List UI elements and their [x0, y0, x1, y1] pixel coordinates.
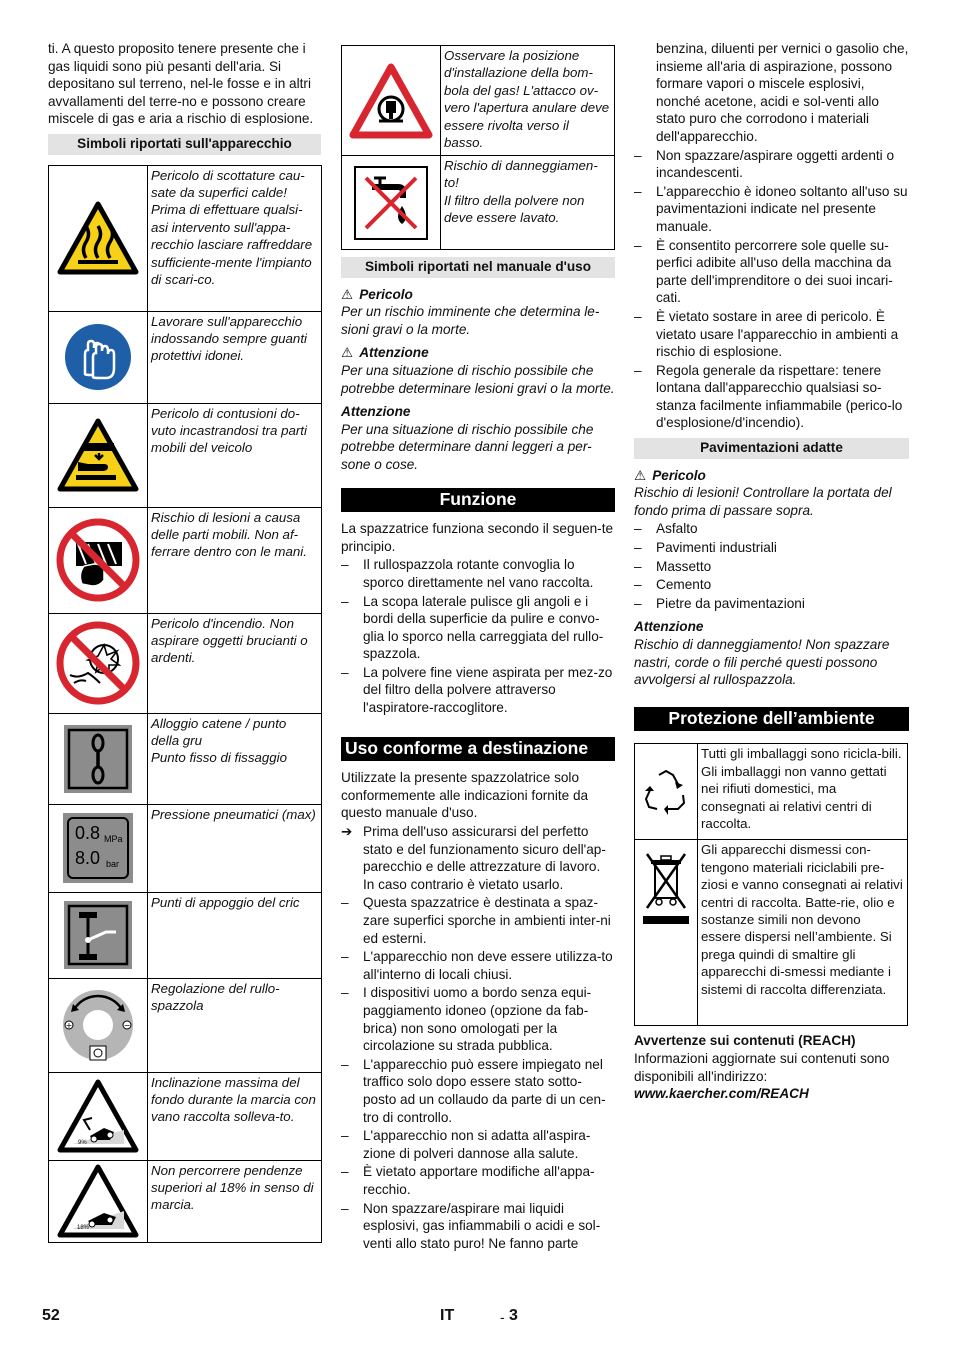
danger-label: Pericolo	[359, 286, 413, 302]
intro-text: ti. A questo proposito tenere presente che i gas liquidi sono più pesanti dell'aria. Si depositano sul terreno, nel-le fosse e in altri avvallamenti del terre-no e possono creare miscele di gas e aria a rischio di esplosione.	[48, 41, 314, 127]
symbol-text: Lavorare sull'apparecchio indossando sempre guanti protettivi idonei.	[148, 311, 322, 403]
list-item: – L'apparecchio è idoneo soltanto all'uso su pavimentazioni indicate nel presente manuale.	[634, 183, 909, 236]
pressure-bar-unit: bar	[106, 859, 120, 870]
hot-surface-warning-icon	[49, 165, 148, 311]
reach-text: Informazioni aggiornate sui contenuti sono disponibili all'indirizzo:	[634, 1050, 890, 1084]
list-item: – È consentito percorrere sole quelle su-perfici adibite all'uso della macchina da parte dell'imprenditore o dei suoi incari-cati.	[634, 237, 909, 307]
symbol-text: Osservare la posizione d'installazione della bom-bola del gas! L'attacco ov-vero l'apertura anulare deve essere rivolta verso il basso.	[441, 46, 615, 156]
symbols-manual-heading: Simboli riportati nel manuale d'uso	[341, 257, 615, 278]
function-list	[341, 556, 615, 716]
jack-point-icon	[49, 892, 148, 978]
symbol-text: Pressione pneumatici (max)	[148, 804, 322, 892]
danger-text: Per un rischio imminente che determina le-sioni gravi o la morte.	[341, 304, 600, 337]
symbol-text: Pericolo di scottature cau-sate da superfici calde! Prima di effettuare qualsi-asi intervento sull'appa-recchio lasciare raffreddare sufficiente-mente l'impianto di scari-co.	[148, 165, 322, 311]
list-item: – Pietre da pavimentazioni	[634, 595, 909, 613]
floors-danger-text: Rischio di lesioni! Controllare la portata del fondo prima di passare sopra.	[634, 485, 892, 518]
list-item: – Asfalto	[634, 520, 909, 538]
pressure-mpa-unit: MPa	[104, 834, 123, 845]
intended-use-heading: Uso conforme a destinazione	[341, 737, 615, 762]
crush-hazard-icon	[49, 403, 148, 507]
pressure-bar-value: 8.0	[75, 848, 101, 869]
svg-text:−: −	[123, 1021, 131, 1031]
warning-label-row	[341, 344, 615, 362]
roller-adjust-icon	[49, 978, 148, 1072]
device-symbols-table-continued	[341, 45, 615, 250]
list-item: – Non spazzare/aspirare oggetti ardenti o incandescenti.	[634, 147, 909, 182]
list-item: – Non spazzare/aspirare mai liquidi esplosivi, gas infiammabili o acidi e sol-venti allo stato puro! Ne fanno parte	[341, 1200, 615, 1253]
function-intro: La spazzatrice funziona secondo il seguen-te principio.	[341, 521, 614, 554]
arrow-instruction: ➔ Prima dell'uso assicurarsi del perfetto stato e del funzionamento sicuro dell'ap-parecchio e delle attrezzature di lavoro. In caso contrario è vietato usarlo.	[341, 823, 615, 893]
column-1	[48, 40, 321, 1243]
tire-pressure-icon	[49, 804, 148, 892]
environment-heading: Protezione dell’ambiente	[634, 707, 909, 732]
symbol-text: Inclinazione massima del fondo durante la marcia con vano raccolta solleva-to.	[148, 1072, 322, 1160]
symbol-text: Rischio di lesioni a causa delle parti mobili. Non af-ferrare dentro con le mani.	[148, 507, 322, 613]
floors-caution-text: Rischio di danneggiamento! Non spazzare nastri, corde o fili perché questi possono avvolgersi al rullospazzola.	[634, 637, 890, 688]
footer-separator: -	[500, 1309, 505, 1325]
list-item: – I dispositivi uomo a bordo senza equi-paggiamento idoneo (opzione da fab-brica) non sono omologati per la circolazione su strada pubblica.	[341, 984, 615, 1054]
safety-list	[634, 147, 909, 433]
warning-label: Attenzione	[359, 345, 429, 361]
symbols-device-heading: Simboli riportati sull'apparecchio	[48, 134, 321, 155]
device-symbols-table	[48, 165, 322, 1243]
warning-text: Per una situazione di rischio possibile che potrebbe determinare lesioni gravi o la morte.	[341, 362, 615, 396]
chain-anchor-icon	[49, 713, 148, 804]
no-water-filter-icon	[342, 156, 441, 250]
recycling-text: Tutti gli imballaggi sono ricicla-bili. Gli imballaggi non vanno gettati nei rifiuti domestici, ma consegnati ai relativi centri di raccolta.	[698, 744, 908, 840]
slope-18-icon	[49, 1160, 148, 1242]
list-item: – L'apparecchio non deve essere utilizza-to all'interno di locali chiusi.	[341, 948, 615, 983]
list-item: – Massetto	[634, 558, 909, 576]
floors-caution-label: Attenzione	[634, 619, 704, 635]
warning-triangle-icon: ⚠	[341, 286, 354, 302]
floors-danger-row	[634, 467, 909, 485]
floors-danger-label: Pericolo	[652, 467, 706, 483]
gas-cylinder-warning-icon	[342, 46, 441, 156]
environment-table	[634, 743, 908, 1026]
language-code: IT	[440, 1307, 455, 1324]
list-item: – La polvere fine viene aspirata per mez-zo del filtro della polvere attraverso l'aspiratore-raccoglitore.	[341, 664, 615, 717]
intended-use-intro: Utilizzate la presente spazzolatrice solo conformemente alle indicazioni fornite da questo manuale d'uso.	[341, 770, 589, 821]
reach-link[interactable]: www.kaercher.com/REACH	[634, 1086, 809, 1102]
list-item: – L'apparecchio non si adatta all'aspira-zione di polveri dannose alla salute.	[341, 1127, 615, 1162]
danger-label-row	[341, 286, 615, 304]
svg-text:+: +	[65, 1021, 73, 1031]
symbol-text: Regolazione del rullo-spazzola	[148, 978, 322, 1072]
continuation-text: benzina, diluenti per vernici o gasolio che, insieme all'aria di aspirazione, possono formare vapori o miscele esplosivi, nonché acetone, acidi e sol-venti allo stato puro che corrodono i materiali dell'apparecchio.	[656, 41, 909, 144]
caution-label: Attenzione	[341, 404, 411, 420]
symbol-text: Non percorrere pendenze superiori al 18% in senso di marcia.	[148, 1160, 322, 1242]
floors-list	[634, 520, 909, 612]
warning-triangle-icon: ⚠	[341, 345, 354, 361]
list-item: – Pavimenti industriali	[634, 539, 909, 557]
list-item: – La scopa laterale pulisce gli angoli e i bordi della superficie da pulire e convo-glia lo sporco nella carreggiata del rullo-spazzola.	[341, 593, 615, 663]
warning-triangle-icon: ⚠	[634, 467, 647, 483]
list-item: – Cemento	[634, 576, 909, 594]
list-item: – Il rullospazzola rotante convoglia lo sporco direttamente nel vano raccolta.	[341, 556, 615, 591]
column-2	[341, 45, 615, 1253]
symbol-text: Pericolo di contusioni do-vuto incastrandosi tra parti mobili del veicolo	[148, 403, 322, 507]
list-item: – È vietato apportare modifiche all'appa-recchio.	[341, 1163, 615, 1198]
no-hands-moving-parts-icon	[49, 507, 148, 613]
intended-use-list	[341, 823, 615, 1252]
function-heading: Funzione	[341, 488, 615, 513]
list-item: – L'apparecchio può essere impiegato nel traffico solo dopo essere stato sotto-posto ad un collaudo da parte di un cen-tro di controllo.	[341, 1056, 615, 1126]
reach-heading: Avvertenze sui contenuti (REACH)	[634, 1033, 856, 1049]
no-burning-objects-icon	[49, 613, 148, 713]
slope-hopper-raised-icon	[49, 1072, 148, 1160]
tire-pressure-plate	[63, 813, 133, 883]
pressure-mpa-value: 0.8	[75, 823, 101, 844]
slope-percent-label: 18%	[77, 1225, 90, 1232]
list-item: – Questa spazzatrice è destinata a spaz-zare superfici sporche in ambienti inter-ni ed esterni.	[341, 894, 615, 947]
crossed-bin-icon	[635, 840, 698, 1026]
symbol-text: Rischio di danneggiamen-to! Il filtro della polvere non deve essere lavato.	[441, 156, 615, 250]
page-number: 52	[42, 1307, 60, 1324]
recycling-icon	[635, 744, 698, 840]
symbol-text: Alloggio catene / punto della gru Punto fisso di fissaggio	[148, 713, 322, 804]
list-item: – Regola generale da rispettare: tenere lontana dall'apparecchio qualsiasi so-stanza facilmente infiammabile (perico-lo d'esplosione/d'incendio).	[634, 362, 909, 432]
symbol-text: Punti di appoggio del cric	[148, 892, 322, 978]
symbol-text: Pericolo d'incendio. Non aspirare oggetti brucianti o ardenti.	[148, 613, 322, 713]
disposal-text: Gli apparecchi dismessi con-tengono materiali riciclabili pre-ziosi e vanno consegnati ai relativi centri di raccolta. Batte-rie, olio e sostanze simili non devono essere dispersi nell’ambiente. Si prega quindi di smaltire gli apparecchi di-smessi mediante i sistemi di raccolta differenziata.	[698, 840, 908, 1026]
caution-text: Per una situazione di rischio possibile che potrebbe determinare danni leggeri a per-sone o cose.	[341, 421, 594, 472]
column-3	[634, 40, 909, 1103]
section-page-number: 3	[509, 1307, 518, 1324]
list-item: – È vietato sostare in aree di pericolo. È vietato usare l'apparecchio in ambienti a rischio di esplosione.	[634, 308, 909, 361]
slope-percent-label: 9%	[78, 1140, 87, 1147]
floors-heading: Pavimentazioni adatte	[634, 438, 909, 459]
protective-gloves-icon	[49, 311, 148, 403]
